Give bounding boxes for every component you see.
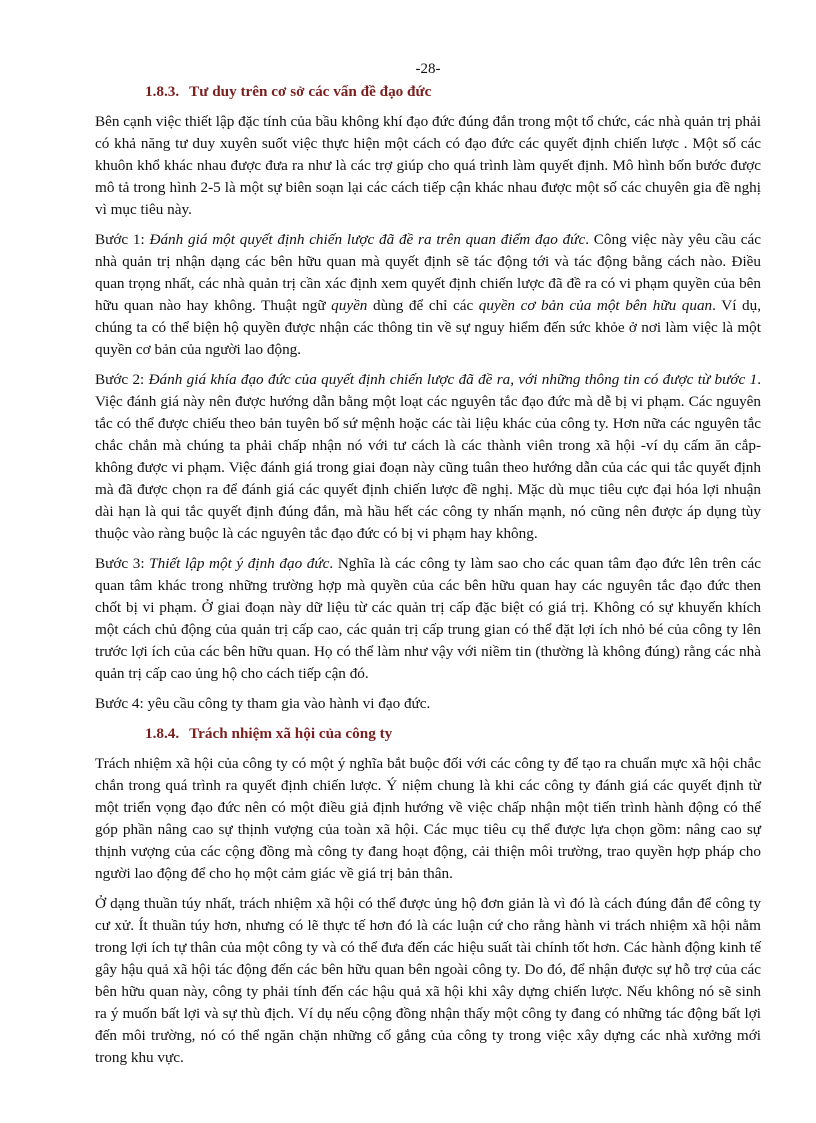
step-2-text: . Việc đánh giá này nên được hướng dẫn bằng một loạt các nguyên tắc đạo đức mà dễ bị vi phạm. Các nguyên tắc có thể được chiếu theo bản tuyên bố sứ mệnh hoặc các tài liệu khác của công ty. Hơn nữa các nguyên tắc chắc chắn mà chúng ta phải chấp nhận nó với tư cách là các thành viên trong xã hội -ví dụ cấm ăn cắp- không được vi phạm. Việc đánh giá trong giai đoạn này cũng tuân theo hướng dẫn của các qui tắc quyết định mà đã được chọn ra để đánh giá các quyết định chiến lược đề nghị. Mặc dù mục tiêu cực đại hóa lợi nhuận dài hạn là qui tắc quyết định đúng đắn, mà hầu hết các công ty nhấn mạnh, nó cũng nên được áp dụng tùy thuộc vào ràng buộc là các nguyên tắc đạo đức có bị vi phạm hay không. — [95, 371, 761, 542]
section-number: 1.8.4. — [145, 725, 180, 742]
term-quyen: quyền — [331, 297, 368, 314]
section-number: 1.8.3. — [145, 83, 180, 100]
csr-paragraph-1: Trách nhiệm xã hội của công ty có một ý nghĩa bắt buộc đối với các công ty để tạo ra chuẩn mực xã hội chắc chắn trong quá trình ra quyết định chiến lược. Ý niệm chung là khi các công ty đánh giá các quyết định từ một triển vọng đạo đức nên có một điều giả định hướng về việc chấp nhận một tiến trình hành động có thể góp phần nâng cao sự thịnh vượng của toàn xã hội. Các mục tiêu cụ thể được lựa chọn gồm: nâng cao sự thịnh vượng của các cộng đồng mà công ty đang hoạt động, cải thiện môi trường, trao quyền hợp pháp cho người lao động để cho họ một cảm giác về giá trị bản thân. — [95, 755, 761, 882]
step-2-title: Đánh giá khía đạo đức của quyết định chiến lược đã đề ra, với những thông tin có được từ bước 1 — [148, 371, 758, 388]
step-1-text-b: dùng để chỉ các — [367, 297, 479, 314]
step-3-text: . Nghĩa là các công ty làm sao cho các quan tâm đạo đức lên trên các quan tâm khác trong những trường hợp mà quyền của các bên hữu quan hay các nguyên tắc đạo đức then chốt bị vi phạm. Ở giai đoạn này dữ liệu từ các quản trị cấp đặc biệt có giá trị. Không có sự khuyến khích một cách chủ động của quản trị cấp cao, các quản trị cấp trung gian có thể đặt lợi ích nhỏ bé của công ty lên trước lợi ích của các bên hữu quan. Họ có thể làm như vậy với niềm tin (thường là không đúng) rằng các nhà quản trị cấp cao ủng hộ cho cách tiếp cận đó. — [95, 555, 761, 682]
step-2-label: Bước 2: — [95, 371, 149, 388]
step-1-text-c: . Ví dụ, chúng ta có thể biện hộ quyền được nhận các thông tin về sự nguy hiểm đến sức khỏe ở nơi làm việc là một quyền cơ bản của người lao động. — [95, 297, 761, 358]
section-heading-1-8-4 — [95, 723, 761, 744]
section-heading-1-8-3 — [95, 81, 761, 102]
section-title: Trách nhiệm xã hội của công ty — [189, 725, 393, 742]
step-3-label: Bước 3: — [95, 555, 150, 572]
term-quyen-co-ban: quyền cơ bản của một bên hữu quan — [478, 297, 713, 314]
step-3-title: Thiết lập một ý định đạo đức — [149, 555, 330, 572]
document-page — [95, 60, 761, 1077]
step-1-title: Đánh giá một quyết định chiến lược đã đề ra trên quan điểm đạo đức — [149, 231, 586, 248]
intro-paragraph: Bên cạnh việc thiết lập đặc tính của bầu không khí đạo đức đúng đắn trong một tổ chức, các nhà quản trị phải có khả năng tư duy xuyên suốt việc thực hiện một cách có đạo đức các quyết định chiến lược . Một số các khuôn khổ khác nhau được đưa ra như là các trợ giúp cho quá trình làm quyết định. Mô hình bốn bước được mô tả trong hình 2-5 là một sự biên soạn lại các cách tiếp cận khác nhau được một số các chuyên gia đề nghị vì mục tiêu này. — [95, 113, 761, 218]
step-2-paragraph — [95, 369, 761, 545]
step-1-paragraph — [95, 229, 761, 361]
step-1-label: Bước 1: — [95, 231, 150, 248]
section-title: Tư duy trên cơ sở các vấn đề đạo đức — [189, 83, 432, 100]
step-3-paragraph — [95, 553, 761, 685]
step-1-text: . Công việc này yêu cầu các nhà quản trị nhận dạng các bên hữu quan mà quyết định sẽ tác động tới và tác động bằng cách nào. Điều quan trọng nhất, các nhà quản trị cần xác định xem quyết định chiến lược đã đề ra có vi phạm quyền của bên hữu quan nào hay không. Thuật ngữ — [95, 231, 761, 314]
step-4-paragraph: Bước 4: yêu cầu công ty tham gia vào hành vi đạo đức. — [95, 695, 431, 712]
csr-paragraph-2: Ở dạng thuần túy nhất, trách nhiệm xã hội có thể được ủng hộ đơn giản là vì đó là cách đúng đắn để công ty cư xử. Ít thuần túy hơn, nhưng có lẽ thực tế hơn đó là các luận cứ cho rằng hành vi trách nhiệm xã hội nằm trong lợi ích tự thân của một công ty và có thể đưa đến các hiệu suất tài chính tốt hơn. Các hành động kinh tế gây hậu quả xã hội tác động đến các bên hữu quan bên ngoài công ty. Do đó, để nhận được sự hỗ trợ của các bên hữu quan này, công ty phải tính đến các hậu quả xã hội khi xây dựng chiến lược. Nếu không nó sẽ sinh ra ý muốn bất lợi và sự thù địch. Ví dụ nếu cộng đồng nhận thấy một công ty đang có những tác động bất lợi đến môi trường, nó có thể ngăn chặn những cố gắng của công ty trong việc xây dựng các nhà xưởng mới trong khu vực. — [95, 895, 761, 1066]
page-number: -28- — [415, 61, 441, 77]
